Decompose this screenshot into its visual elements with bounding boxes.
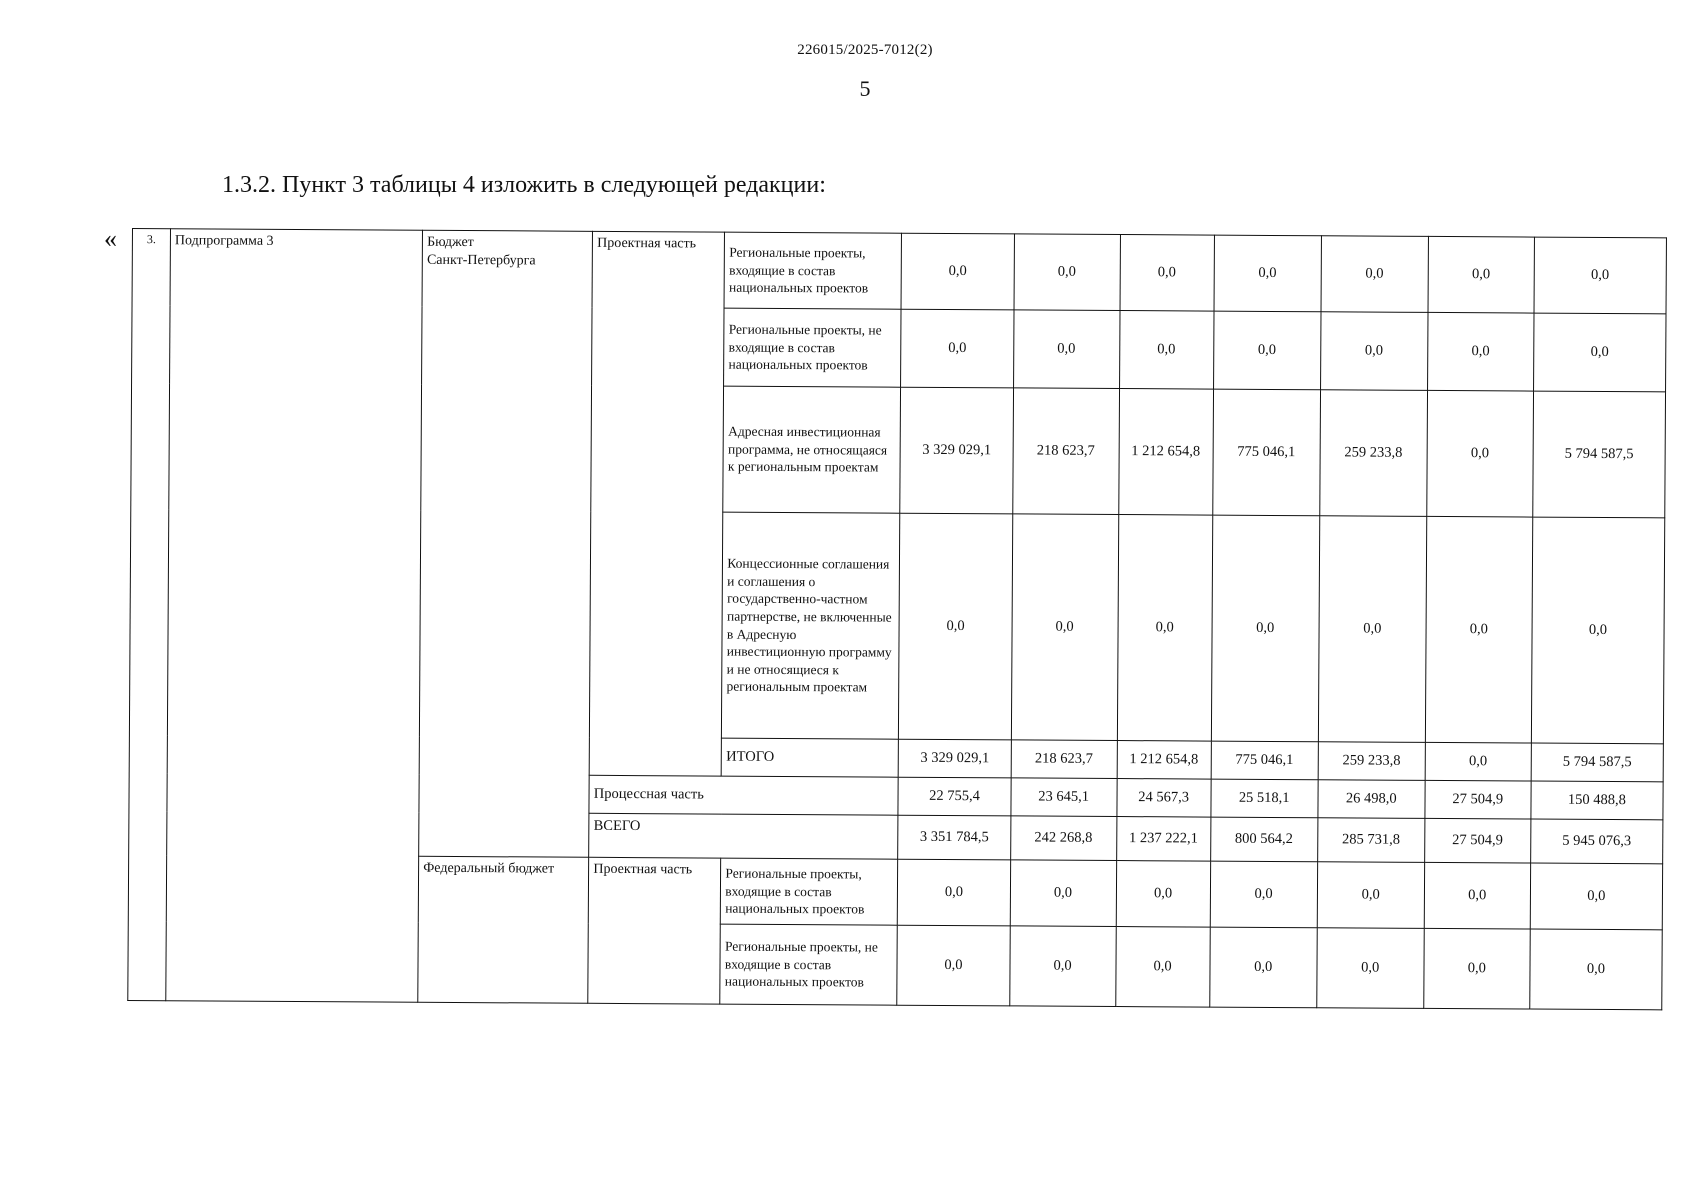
section-heading: 1.3.2. Пункт 3 таблицы 4 изложить в следующей редакции: [222, 172, 826, 198]
value-cell: 775 046,1 [1211, 741, 1318, 780]
page-number: 5 [859, 76, 871, 101]
value-cell: 0,0 [1425, 516, 1532, 743]
value-cell: 5 794 587,5 [1531, 743, 1663, 782]
value-cell: 1 237 222,1 [1116, 817, 1210, 862]
value-cell: 0,0 [1317, 862, 1424, 929]
budget-table-wrapper [127, 228, 1667, 1010]
value-cell: 218 623,7 [1012, 388, 1119, 515]
opening-quote-mark: « [104, 224, 117, 253]
row-label: ИТОГО [722, 738, 899, 777]
row-label: Региональные проекты, входящие в состав национальных проектов [724, 232, 902, 309]
value-cell: 0,0 [1534, 237, 1667, 314]
value-cell: 0,0 [898, 859, 1010, 926]
value-cell: 0,0 [901, 233, 1014, 310]
value-cell: 1 212 654,8 [1118, 389, 1213, 516]
value-cell: 0,0 [1424, 928, 1531, 1009]
row-label: Региональные проекты, не входящие в состав национальных проектов [724, 308, 902, 387]
value-cell: 0,0 [1321, 236, 1429, 313]
federal-project-part-cell: Проектная часть [588, 857, 721, 1004]
row-label: Адресная инвестиционная программа, не относящаяся к региональным проектам [723, 386, 901, 513]
row-number-cell: 3. [128, 229, 171, 1001]
value-cell: 150 488,8 [1531, 781, 1663, 820]
value-cell: 259 233,8 [1319, 390, 1427, 517]
document-number: 226015/2025-7012(2) [797, 42, 933, 58]
value-cell: 0,0 [1428, 236, 1535, 313]
value-cell: 5 794 587,5 [1533, 391, 1666, 518]
value-cell: 218 623,7 [1011, 740, 1117, 779]
value-cell: 775 046,1 [1212, 389, 1320, 516]
value-cell: 0,0 [1214, 235, 1322, 312]
value-cell: 0,0 [1009, 926, 1116, 1007]
value-cell: 0,0 [1116, 861, 1210, 928]
value-cell: 27 504,9 [1424, 818, 1530, 863]
value-cell: 0,0 [1320, 312, 1428, 391]
row-label: Концессионные соглашения и соглашения о государственно-частном партнерстве, не включенные в Адресную инвестиционную программу и не относящиеся к региональным проектам [722, 512, 900, 739]
value-cell: 0,0 [1316, 928, 1424, 1009]
value-cell: 26 498,0 [1318, 780, 1425, 819]
value-cell: 0,0 [1117, 515, 1212, 742]
value-cell: 0,0 [1427, 390, 1534, 517]
value-cell: 0,0 [1530, 929, 1663, 1010]
value-cell: 3 329 029,1 [899, 739, 1011, 778]
value-cell: 0,0 [1209, 927, 1317, 1008]
value-cell: 0,0 [1427, 312, 1534, 391]
row-label: Региональные проекты, не входящие в состав национальных проектов [720, 924, 898, 1005]
value-cell: 0,0 [1011, 514, 1118, 741]
value-cell: 0,0 [1425, 742, 1531, 781]
value-cell: 1 212 654,8 [1117, 741, 1211, 780]
value-cell: 0,0 [899, 513, 1012, 740]
value-cell: 3 329 029,1 [900, 387, 1013, 514]
federal-budget-cell: Федеральный бюджет [418, 856, 589, 1003]
value-cell: 27 504,9 [1425, 780, 1531, 819]
value-cell: 242 268,8 [1010, 816, 1116, 861]
value-cell: 285 731,8 [1317, 818, 1424, 863]
value-cell: 24 567,3 [1117, 779, 1211, 818]
value-cell: 0,0 [901, 309, 1014, 388]
value-cell: 0,0 [1213, 311, 1321, 390]
value-cell: 0,0 [1115, 927, 1210, 1008]
value-cell: 0,0 [897, 925, 1010, 1006]
value-cell: 0,0 [1120, 235, 1215, 312]
value-cell: 5 945 076,3 [1530, 819, 1662, 864]
value-cell: 22 755,4 [898, 777, 1010, 816]
budget-table [127, 228, 1667, 1010]
value-cell: 23 645,1 [1010, 778, 1116, 817]
row-label: Процессная часть [589, 775, 898, 815]
value-cell: 0,0 [1013, 310, 1120, 389]
value-cell: 25 518,1 [1211, 779, 1318, 818]
value-cell: 0,0 [1210, 861, 1317, 928]
value-cell: 259 233,8 [1318, 742, 1425, 781]
value-cell: 0,0 [1530, 863, 1663, 930]
value-cell: 0,0 [1533, 313, 1666, 392]
project-part-cell: Проектная часть [589, 231, 724, 776]
value-cell: 0,0 [1010, 860, 1116, 927]
value-cell: 0,0 [1014, 234, 1121, 311]
spb-budget-cell: Бюджет Санкт-Петербурга [419, 230, 593, 857]
value-cell: 0,0 [1211, 515, 1319, 742]
value-cell: 3 351 784,5 [898, 815, 1010, 860]
value-cell: 0,0 [1531, 517, 1665, 744]
table-row [132, 229, 1666, 314]
subprogram-cell: Подпрограмма 3 [166, 229, 423, 1003]
value-cell: 0,0 [1424, 862, 1530, 929]
value-cell: 0,0 [1318, 516, 1426, 743]
row-label: Региональные проекты, входящие в состав национальных проектов [721, 858, 899, 925]
value-cell: 0,0 [1119, 311, 1214, 390]
value-cell: 800 564,2 [1210, 817, 1317, 862]
row-label: ВСЕГО [589, 813, 898, 859]
